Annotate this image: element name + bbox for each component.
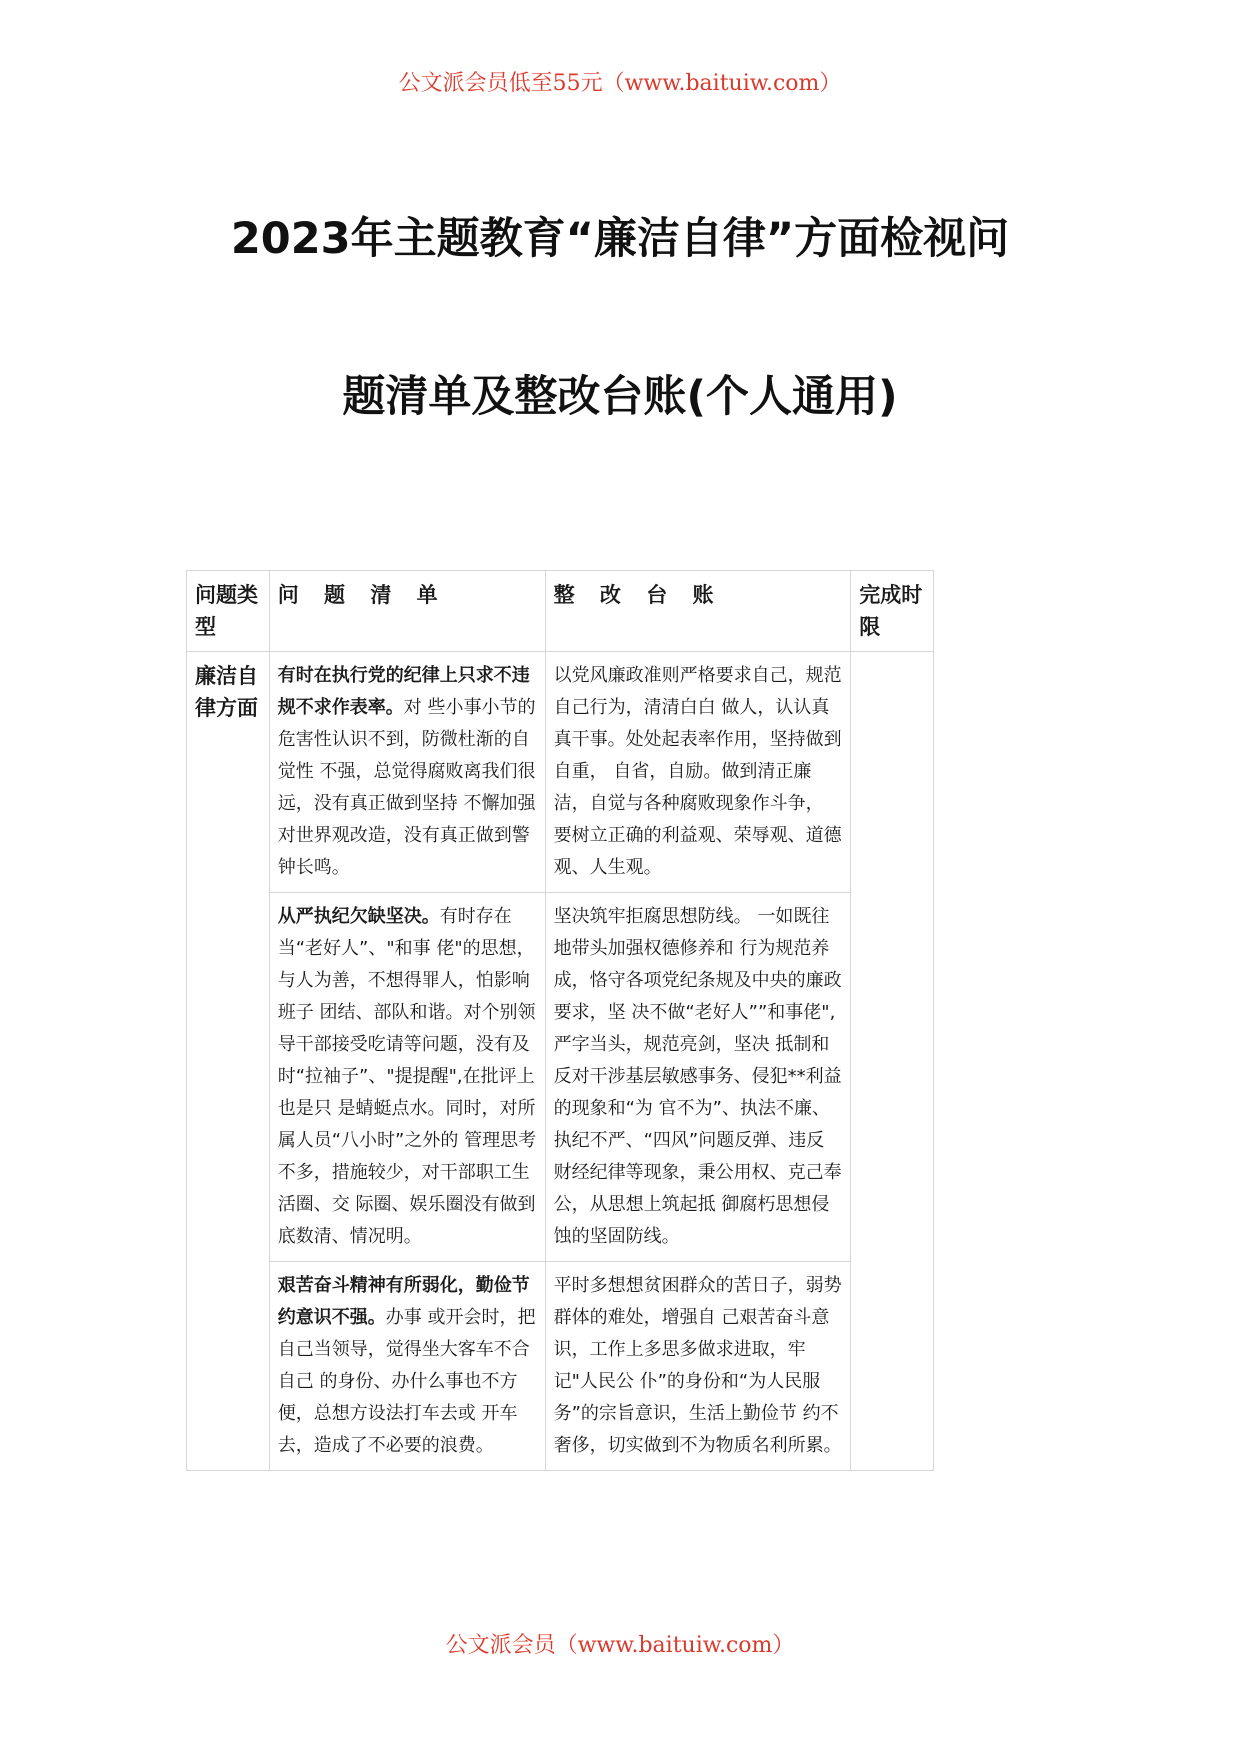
issue-body: 办事 或开会时，把自己当领导，觉得坐大客车不合自己 的身份、办什么事也不方便，总想方设法打车去或 开车去，造成了不必要的浪费。 (277, 1307, 536, 1456)
document-title-line-1: 2023年主题教育“廉洁自律”方面检视问 (230, 214, 1010, 264)
rectification-cell: 平时多想想贫困群众的苦日子，弱势群体的难处，增强自 己艰苦奋斗意识，工作上多思多做求进取，牢记"人民公 仆”的身份和“为人民服务”的宗旨意识，生活上勤俭节 约不奢侈，切实做到不为物质名利所累。 (545, 1262, 851, 1471)
header-problem-list: 问 题 清 单 (269, 571, 545, 652)
table-row (187, 893, 934, 1262)
document-title-line-2: 题清单及整改台账(个人通用) (342, 372, 898, 422)
issue-cell (269, 652, 545, 893)
issue-body: 对 些小事小节的危害性认识不到，防微杜渐的自觉性 不强，总觉得腐败离我们很远，没有真正做到坚持 不懈加强对世界观改造，没有真正做到警钟长鸣。 (277, 697, 536, 878)
footer-promo-link[interactable]: 公文派会员（www.baituiw.com） (445, 1633, 795, 1658)
issue-body: 有时存在当“老好人”、"和事 佬"的思想，与人为善，不想得罪人，怕影响班子 团结、部队和谐。对个别领导干部接受吃请等问题，没有及时“拉袖子”、"提提醒",在批评上也是只 是蜻蜓点水。同时，对所属人员“八小时”之外的 管理思考不多，措施较少，对干部职工生活圈、交 际圈、娱乐圈没有做到底数清、情况明。 (277, 906, 537, 1247)
table-row (187, 652, 934, 893)
issue-lead: 艰苦奋斗精神有所弱化，勤俭节约意识不强。 (277, 1275, 530, 1328)
category-cell: 廉洁自律方面 (187, 652, 270, 1471)
header-rectification-ledger: 整 改 台 账 (545, 571, 851, 652)
issue-lead: 有时在执行党的纪律上只求不违规不求作表率。 (277, 665, 530, 718)
table-row (187, 1262, 934, 1471)
header-problem-type: 问题类型 (187, 571, 270, 652)
header-promo-link[interactable]: 公文派会员低至55元（www.baituiw.com） (398, 71, 842, 96)
issue-cell (269, 893, 545, 1262)
table-header-row (187, 571, 934, 652)
header-deadline: 完成时限 (851, 571, 934, 652)
rectification-cell: 以党风廉政准则严格要求自己，规范自己行为，清清白白 做人，认认真真干事。处处起表率作用，坚持做到自重， 自省，自励。做到清正廉洁，自觉与各种腐败现象作斗争， 要树立正确的利益观、荣辱观、道德观、人生观。 (545, 652, 851, 893)
rectification-cell: 坚决筑牢拒腐思想防线。 一如既往地带头加强权德修养和 行为规范养成，恪守各项党纪条规及中央的廉政要求，坚 决不做“老好人””和事佬",严字当头，规范亮剑，坚决 抵制和反对干涉基层敏感事务、侵犯**利益的现象和“为 官不为”、执法不廉、执纪不严、“四风”问题反弹、违反 财经纪律等现象，秉公用权、克己奉公，从思想上筑起抵 御腐朽思想侵蚀的坚固防线。 (545, 893, 851, 1262)
issue-cell (269, 1262, 545, 1471)
rectification-ledger-table (186, 570, 934, 1471)
deadline-cell (851, 652, 934, 1471)
issue-lead: 从严执纪欠缺坚决。 (277, 906, 440, 927)
